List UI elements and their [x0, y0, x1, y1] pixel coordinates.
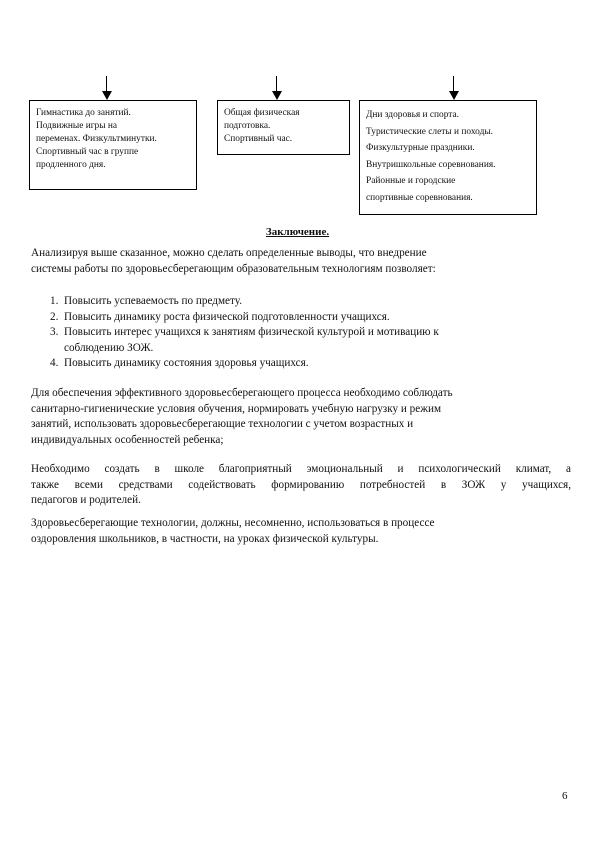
list-item-text: Повысить динамику состояния здоровья учащихся. [64, 357, 309, 369]
paragraph-line: индивидуальных особенностей ребенка; [31, 433, 224, 446]
paragraph-climate [31, 462, 571, 509]
box-line: Подвижные игры на [36, 120, 118, 131]
box-line: Дни здоровья и спорта. [366, 110, 460, 120]
list-item-text: соблюдению ЗОЖ. [64, 341, 154, 354]
list-item [50, 310, 570, 326]
paragraph-line: занятий, использовать здоровьесберегающие технологии с учетом возрастных и [31, 418, 414, 430]
box-line: переменах. Физкультминутки. [36, 133, 157, 144]
arrow-down-icon-3 [448, 76, 460, 100]
section-heading-container [0, 222, 595, 240]
box-line: Районные и городские [366, 176, 456, 187]
diagram-box-events [359, 100, 537, 215]
box-line: Спортивный час в группе [36, 146, 139, 157]
paragraph-hygiene [31, 386, 571, 448]
box-line: Внутришкольные соревнования. [366, 159, 496, 170]
box-line: продленного дня. [36, 159, 106, 170]
box-line: спортивные соревнования. [366, 192, 473, 203]
list-item-number: 1. [50, 295, 59, 307]
list-item [50, 325, 570, 356]
list-item-number: 2. [50, 310, 59, 323]
paragraph-line: Для обеспечения эффективного здоровьесберегающего процесса необходимо соблюдать [31, 387, 453, 399]
paragraph-line: Здоровьесберегающие технологии, должны, несомненно, использоваться в процессе [31, 517, 435, 529]
box-line: Общая физическая [224, 108, 300, 118]
list-item-number: 4. [50, 357, 59, 369]
box-line: Туристические слеты и походы. [366, 126, 494, 137]
list-item-text: Повысить динамику роста физической подготовленности учащихся. [64, 310, 390, 323]
page-number: 6 [562, 790, 568, 802]
diagram-box-lessons [217, 100, 350, 155]
paragraph-line: системы работы по здоровьесберегающим образовательным технологиям позволяет: [31, 262, 436, 275]
arrow-down-icon-2 [271, 76, 283, 100]
box-line: Спортивный час. [224, 133, 293, 144]
paragraph-line: оздоровления школьников, в частности, на уроках физической культуры. [31, 532, 379, 545]
list-item [50, 294, 570, 310]
list-item [50, 356, 570, 372]
box-line: Гимнастика до занятий. [36, 108, 131, 118]
list-item-text: Повысить интерес учащихся к занятиям физической культурой и мотивацию к [64, 326, 439, 338]
list-item-text: Повысить успеваемость по предмету. [64, 295, 243, 307]
paragraph-technologies [31, 516, 571, 547]
section-heading: Заключение. [265, 226, 330, 238]
list-item-number: 3. [50, 326, 59, 338]
conclusions-list [50, 294, 570, 372]
intro-paragraph [31, 246, 571, 277]
paragraph-line: санитарно-гигиенические условия обучения, нормировать учебную нагрузку и режим [31, 402, 442, 415]
box-line: Физкультурные праздники. [366, 143, 475, 154]
paragraph-line: также всеми средствами содействовать формированию потребностей в ЗОЖ у учащихся, [31, 478, 571, 491]
box-line: подготовка. [224, 120, 271, 131]
paragraph-line: Анализируя выше сказанное, можно сделать определенные выводы, что внедрение [31, 247, 427, 259]
arrow-down-icon-1 [101, 76, 113, 100]
paragraph-line: педагогов и родителей. [31, 494, 141, 506]
diagram-box-school-day [29, 100, 197, 190]
paragraph-line: Необходимо создать в школе благоприятный эмоциональный и психологический климат, а [31, 463, 571, 475]
